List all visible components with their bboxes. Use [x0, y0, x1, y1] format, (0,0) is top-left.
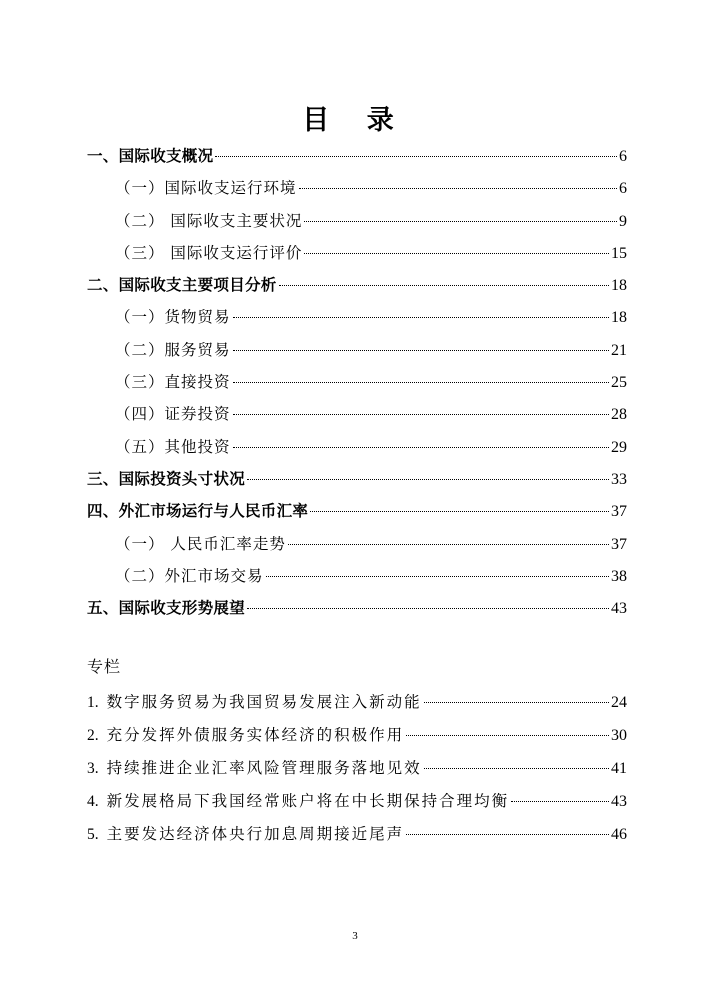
- column-entry-number: 4.: [87, 793, 99, 810]
- toc-entry-label: （二）外汇市场交易: [115, 566, 264, 585]
- toc-entry-page: 43: [611, 600, 627, 618]
- toc-entry-page: 37: [611, 535, 627, 553]
- dot-leader: [266, 576, 609, 577]
- toc-entry[interactable]: [87, 237, 627, 269]
- column-entry[interactable]: [87, 752, 627, 785]
- column-entry-page: 43: [611, 793, 627, 810]
- dot-leader: [299, 188, 617, 189]
- toc-entry[interactable]: [87, 431, 627, 463]
- column-entry-label: 新发展格局下我国经常账户将在中长期保持合理均衡: [106, 792, 510, 810]
- toc-entry[interactable]: [87, 560, 627, 592]
- column-entry-page: 41: [611, 760, 627, 777]
- toc-entry[interactable]: [87, 205, 627, 237]
- column-entry-page: 30: [611, 727, 627, 744]
- column-entry[interactable]: [87, 719, 627, 752]
- columns-list: [87, 686, 627, 851]
- toc-entry-page: 9: [619, 212, 627, 230]
- column-entry[interactable]: [87, 686, 627, 719]
- toc-entry-label: 四、外汇市场运行与人民币汇率: [87, 502, 309, 521]
- toc-entry-page: 21: [611, 341, 627, 359]
- toc-entry-page: 18: [611, 309, 627, 327]
- toc-entry[interactable]: [87, 495, 627, 527]
- toc-entry-label: （一）货物贸易: [115, 308, 231, 327]
- column-entry-number: 3.: [87, 760, 99, 777]
- toc-entry-label: 二、国际收支主要项目分析: [87, 276, 277, 295]
- dot-leader: [424, 702, 609, 703]
- toc-entry-page: 25: [611, 374, 627, 392]
- table-of-contents: [87, 140, 627, 624]
- toc-entry-page: 15: [611, 244, 627, 262]
- dot-leader: [406, 834, 609, 835]
- toc-entry-page: 6: [619, 148, 627, 165]
- column-entry-number: 2.: [87, 727, 99, 744]
- dot-leader: [233, 414, 609, 415]
- dot-leader: [310, 511, 609, 512]
- toc-entry-label: 五、国际收支形势展望: [87, 599, 246, 618]
- toc-entry[interactable]: [87, 334, 627, 366]
- column-entry-label: 充分发挥外债服务实体经济的积极作用: [106, 726, 405, 744]
- dot-leader: [233, 382, 609, 383]
- toc-entry-label: （二）服务贸易: [115, 340, 231, 359]
- dot-leader: [288, 544, 609, 545]
- column-entry-number: 1.: [87, 694, 99, 711]
- columns-heading: 专栏: [87, 657, 122, 676]
- toc-entry-page: 37: [611, 503, 627, 521]
- page-title: 目 录: [302, 105, 408, 136]
- toc-entry-label: （一）国际收支运行环境: [115, 179, 297, 198]
- toc-entry-page: 28: [611, 406, 627, 424]
- dot-leader: [247, 479, 609, 480]
- toc-entry-page: 6: [619, 180, 627, 198]
- toc-entry-page: 33: [611, 470, 627, 488]
- page-number: 3: [352, 930, 358, 942]
- column-entry-page: 46: [611, 826, 627, 843]
- toc-entry-label: 一、国际收支概况: [87, 147, 214, 165]
- toc-entry-label: （四）证券投资: [115, 405, 231, 424]
- toc-entry-page: 18: [611, 277, 627, 295]
- column-entry[interactable]: [87, 785, 627, 818]
- toc-entry[interactable]: [87, 463, 627, 495]
- column-entry[interactable]: [87, 818, 627, 851]
- dot-leader: [406, 735, 609, 736]
- column-entry-label: 持续推进企业汇率风险管理服务落地见效: [106, 759, 422, 777]
- toc-entry[interactable]: [87, 592, 627, 624]
- toc-entry-label: （三）直接投资: [115, 373, 231, 392]
- toc-entry[interactable]: [87, 528, 627, 560]
- dot-leader: [304, 253, 609, 254]
- toc-entry-label: （五）其他投资: [115, 437, 231, 456]
- dot-leader: [279, 285, 609, 286]
- toc-entry-label: （二） 国际收支主要状况: [115, 211, 303, 230]
- dot-leader: [304, 221, 617, 222]
- column-entry-number: 5.: [87, 826, 99, 843]
- toc-entry-page: 38: [611, 567, 627, 585]
- toc-entry[interactable]: [87, 366, 627, 398]
- dot-leader: [233, 447, 609, 448]
- dot-leader: [511, 801, 609, 802]
- toc-entry[interactable]: [87, 140, 627, 172]
- toc-entry[interactable]: [87, 172, 627, 204]
- toc-entry[interactable]: [87, 398, 627, 430]
- dot-leader: [233, 350, 609, 351]
- dot-leader: [424, 768, 609, 769]
- toc-entry[interactable]: [87, 301, 627, 333]
- toc-entry-page: 29: [611, 438, 627, 456]
- toc-entry-label: （三） 国际收支运行评价: [115, 243, 303, 262]
- column-entry-label: 数字服务贸易为我国贸易发展注入新动能: [106, 693, 422, 711]
- dot-leader: [233, 317, 609, 318]
- toc-entry[interactable]: [87, 269, 627, 301]
- dot-leader: [215, 156, 617, 157]
- toc-entry-label: 三、国际投资头寸状况: [87, 469, 246, 488]
- toc-entry-label: （一） 人民币汇率走势: [115, 534, 286, 553]
- column-entry-page: 24: [611, 694, 627, 711]
- dot-leader: [247, 608, 609, 609]
- column-entry-label: 主要发达经济体央行加息周期接近尾声: [106, 825, 405, 843]
